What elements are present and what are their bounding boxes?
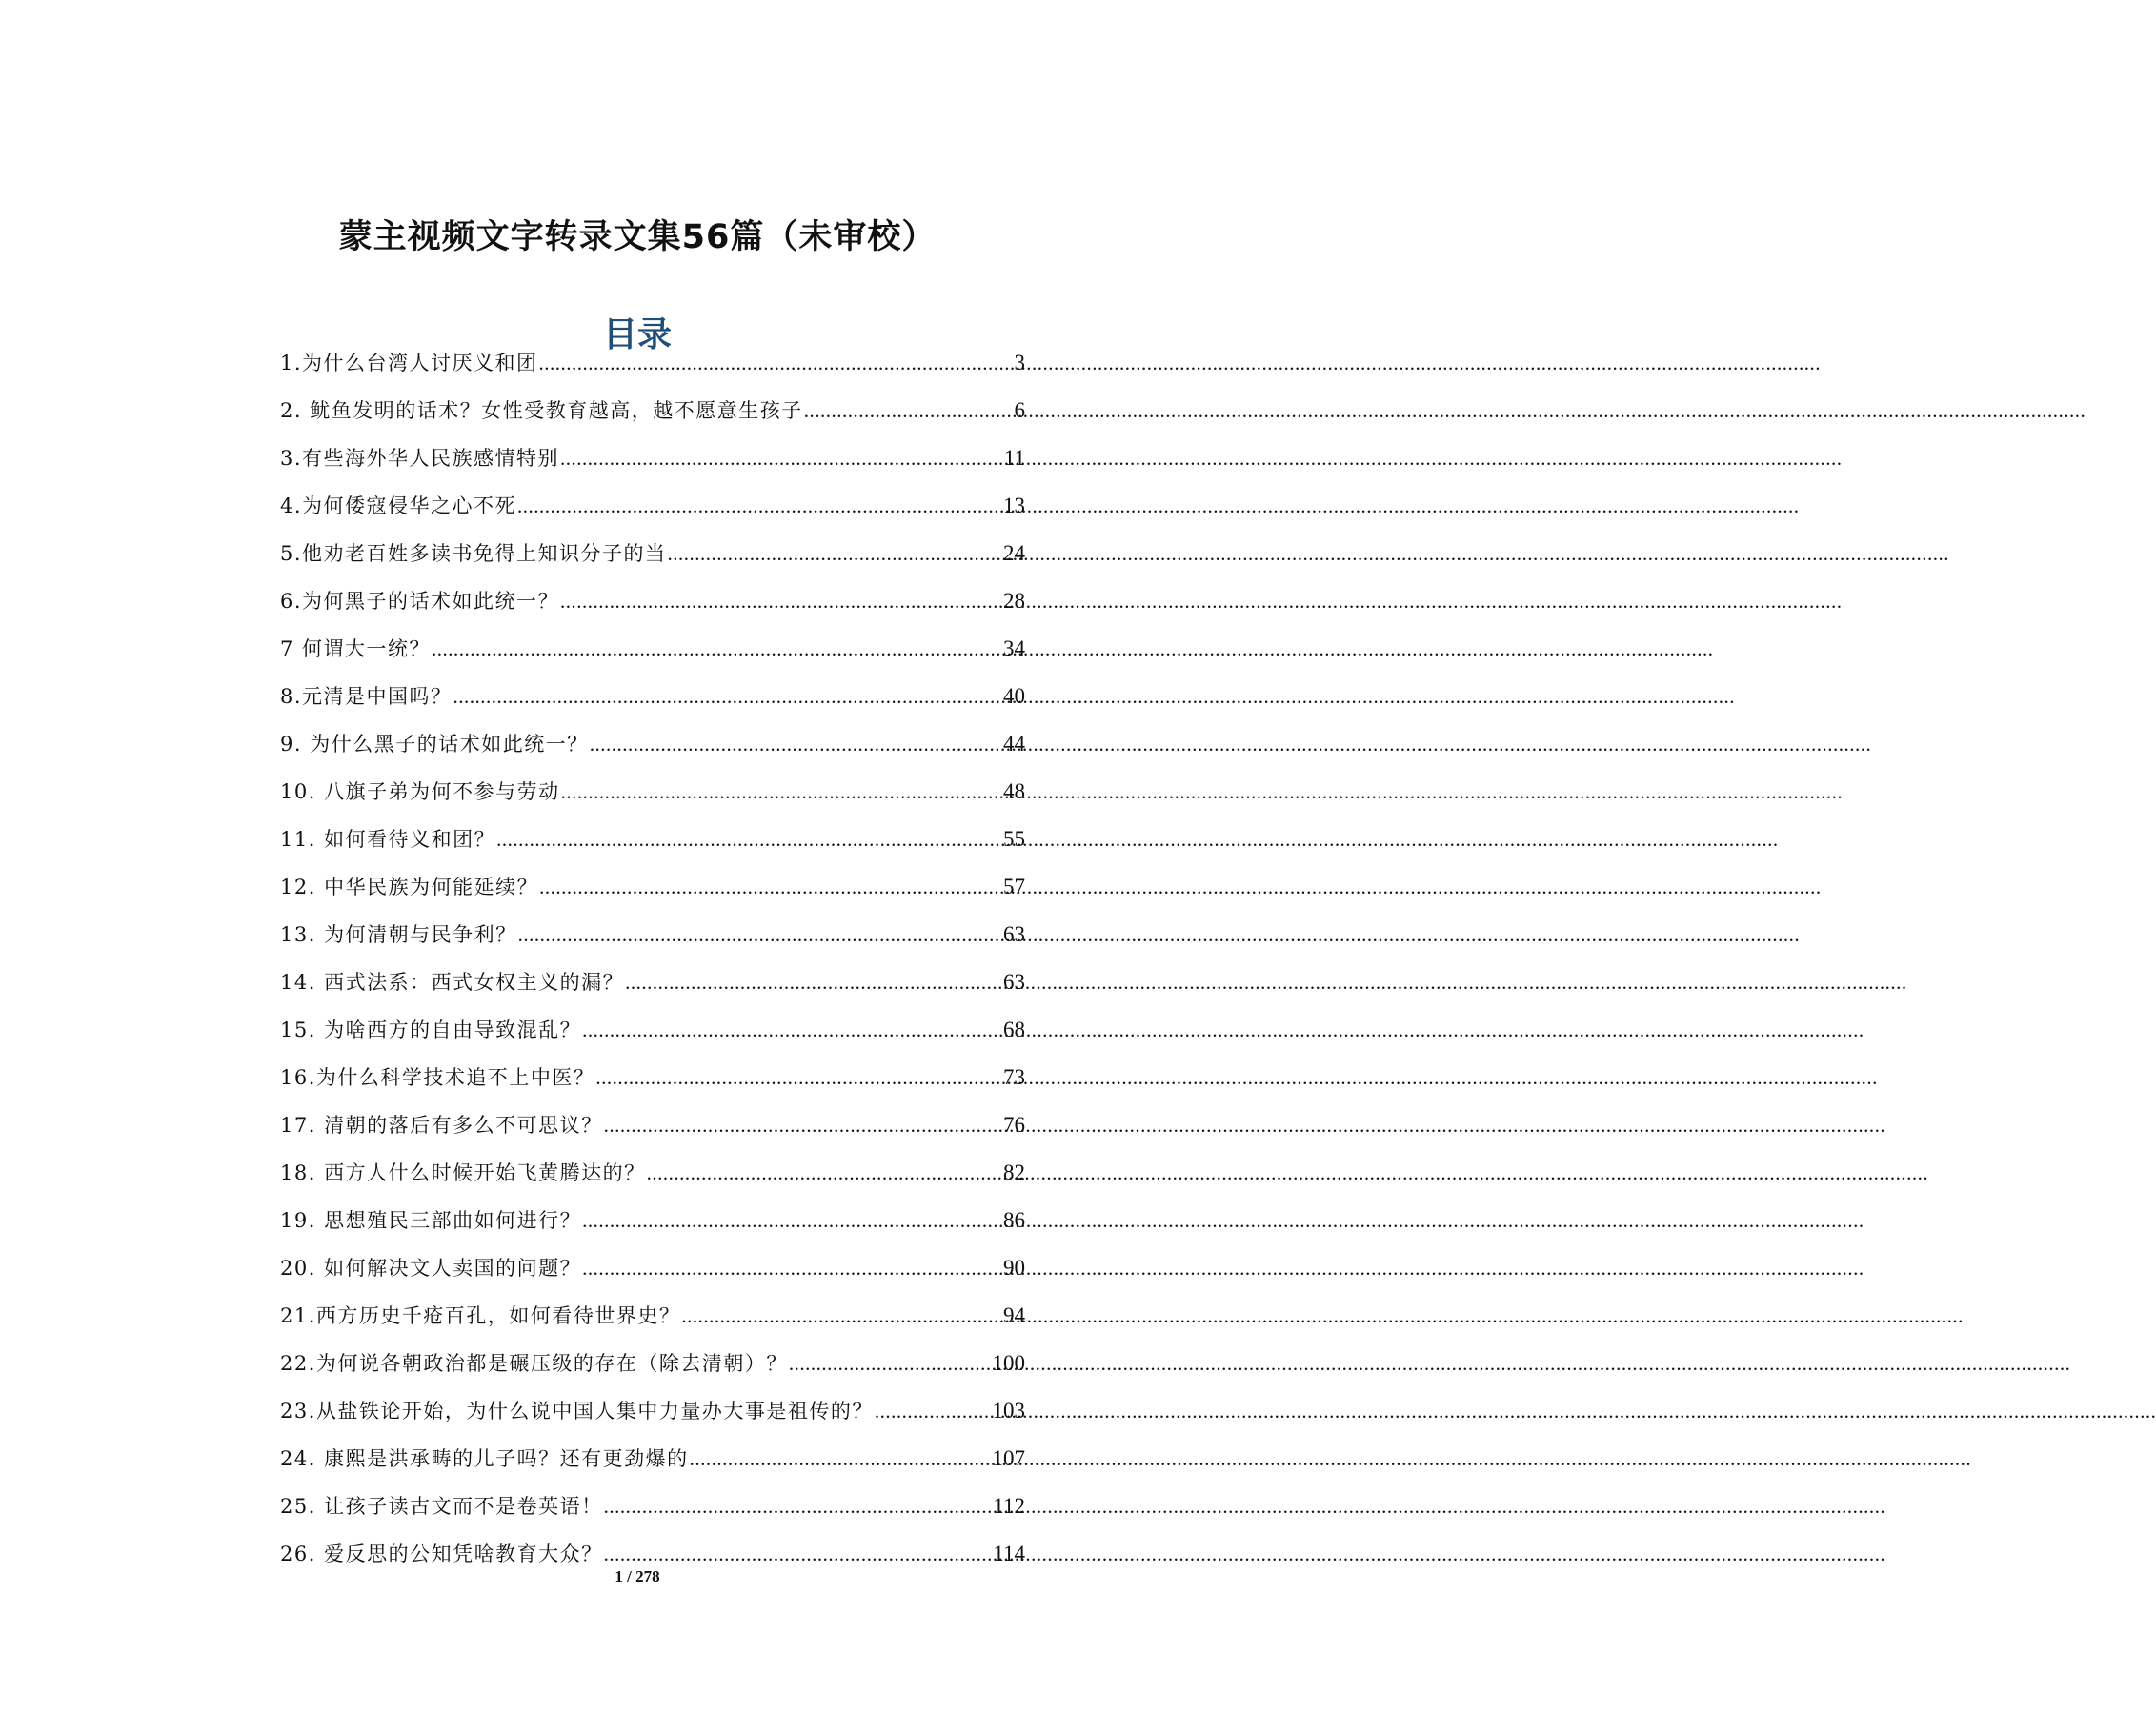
toc-entry-title: 20. 如何解决文人卖国的问题？: [280, 1257, 582, 1280]
toc-entry-title: 13. 为何清朝与民争利？: [280, 923, 517, 946]
toc-entry-page-number: 6: [1014, 398, 1025, 422]
toc-entry-title: 11. 如何看待义和团？: [280, 828, 496, 851]
toc-dot-leader: [804, 387, 1014, 434]
toc-entry-page-number: 107: [992, 1446, 1025, 1470]
toc-entry[interactable]: [280, 1292, 1025, 1340]
toc-entry-page-number: 82: [1003, 1160, 1025, 1184]
toc-dot-leader: [561, 768, 1002, 816]
toc-dot-leader: [582, 1244, 1002, 1292]
toc-dot-leader: [647, 1149, 1002, 1197]
toc-entry[interactable]: [280, 434, 1025, 482]
toc-entry-title: 3.有些海外华人民族感情特别: [280, 447, 560, 470]
toc-entry-title: 19. 思想殖民三部曲如何进行？: [280, 1209, 582, 1232]
toc-entry[interactable]: [280, 482, 1025, 530]
toc-heading: 目录: [602, 314, 672, 354]
toc-entry[interactable]: [280, 863, 1025, 911]
toc-entry[interactable]: [280, 673, 1025, 720]
toc-entry[interactable]: [280, 1197, 1025, 1244]
toc-entry-title: 24. 康熙是洪承畴的儿子吗？还有更劲爆的: [280, 1447, 689, 1470]
toc-entry-title: 6.为何黑子的话术如此统一？: [280, 590, 560, 613]
toc-entry[interactable]: [280, 530, 1025, 577]
toc-entry-title: 8.元清是中国吗？: [280, 685, 453, 708]
toc-entry[interactable]: [280, 1387, 1025, 1435]
toc-dot-leader: [668, 530, 1002, 577]
toc-dot-leader: [539, 339, 1014, 387]
toc-entry-title: 25. 让孩子读古文而不是卷英语！: [280, 1495, 603, 1518]
toc-entry-page-number: 76: [1003, 1113, 1025, 1137]
toc-entry-page-number: 13: [1003, 494, 1025, 517]
toc-entry-page-number: 94: [1003, 1303, 1025, 1327]
toc-entry-title: 18. 西方人什么时候开始飞黄腾达的？: [280, 1161, 646, 1184]
toc-entry-page-number: 114: [993, 1542, 1025, 1565]
toc-dot-leader: [681, 1292, 1002, 1340]
toc-entry[interactable]: [280, 1101, 1025, 1149]
toc-entry-page-number: 68: [1003, 1018, 1025, 1041]
toc-entry-page-number: 90: [1003, 1256, 1025, 1280]
toc-entry[interactable]: [280, 1149, 1025, 1197]
toc-entry-page-number: 100: [992, 1351, 1025, 1375]
toc-entry-title: 17. 清朝的落后有多么不可思议？: [280, 1114, 603, 1137]
toc-dot-leader: [518, 911, 1002, 958]
toc-dot-leader: [604, 1483, 993, 1530]
toc-dot-leader: [560, 577, 1002, 625]
toc-entry-title: 23.从盐铁论开始，为什么说中国人集中力量办大事是祖传的？: [280, 1400, 874, 1422]
toc-entry[interactable]: [280, 625, 1025, 673]
toc-entry[interactable]: [280, 1435, 1025, 1483]
toc-entry[interactable]: [280, 911, 1025, 958]
toc-entry-title: 9. 为什么黑子的话术如此统一？: [280, 733, 589, 756]
document-title: 蒙主视频文字转录文集56篇（未审校）: [338, 218, 937, 257]
toc-dot-leader: [560, 434, 1003, 482]
toc-dot-leader: [496, 816, 1002, 863]
toc-entry-page-number: 44: [1003, 732, 1025, 756]
toc-entry[interactable]: [280, 1054, 1025, 1101]
toc-dot-leader: [604, 1101, 1002, 1149]
toc-entry[interactable]: [280, 816, 1025, 863]
toc-entry[interactable]: [280, 1483, 1025, 1530]
toc-entry-page-number: 40: [1003, 684, 1025, 708]
toc-entry[interactable]: [280, 720, 1025, 768]
toc-entry[interactable]: [280, 339, 1025, 387]
toc-entry[interactable]: [280, 1244, 1025, 1292]
toc-entry-page-number: 73: [1003, 1065, 1025, 1089]
toc-entry[interactable]: [280, 1006, 1025, 1054]
toc-entry-title: 22.为何说各朝政治都是碾压级的存在（除去清朝）？: [280, 1352, 788, 1375]
toc-entry-page-number: 34: [1003, 636, 1025, 660]
toc-entry[interactable]: [280, 768, 1025, 816]
toc-dot-leader: [539, 863, 1002, 911]
toc-dot-leader: [432, 625, 1002, 673]
toc-dot-leader: [582, 1006, 1002, 1054]
table-of-contents: [280, 339, 1025, 1578]
page-indicator: 1 / 278: [615, 1567, 660, 1585]
toc-entry-title: 4.为何倭寇侵华之心不死: [280, 494, 517, 517]
toc-entry-page-number: 55: [1003, 827, 1025, 851]
toc-entry[interactable]: [280, 387, 1025, 434]
toc-dot-leader: [582, 1197, 1002, 1244]
toc-entry-title: 7 何谓大一统？: [280, 637, 432, 660]
toc-dot-leader: [595, 1054, 1002, 1101]
toc-entry-title: 10. 八旗子弟为何不参与劳动: [280, 780, 560, 803]
toc-dot-leader: [789, 1340, 992, 1387]
toc-entry-title: 5.他劝老百姓多读书免得上知识分子的当: [280, 542, 667, 565]
toc-entry-page-number: 28: [1003, 589, 1025, 613]
toc-entry-title: 14. 西式法系：西式女权主义的漏？: [280, 971, 625, 994]
toc-entry[interactable]: [280, 958, 1025, 1006]
toc-entry-title: 15. 为啥西方的自由导致混乱？: [280, 1019, 582, 1041]
toc-entry-page-number: 86: [1003, 1208, 1025, 1232]
toc-entry-title: 21.西方历史千疮百孔，如何看待世界史？: [280, 1304, 681, 1327]
toc-entry-page-number: 57: [1003, 875, 1025, 898]
toc-dot-leader: [625, 958, 1002, 1006]
toc-entry-page-number: 63: [1003, 970, 1025, 994]
toc-entry-page-number: 11: [1003, 446, 1025, 470]
toc-entry-title: 2. 鱿鱼发明的话术？女性受教育越高，越不愿意生孩子: [280, 399, 803, 422]
toc-entry-title: 12. 中华民族为何能延续？: [280, 876, 539, 898]
toc-entry-page-number: 48: [1003, 779, 1025, 803]
toc-dot-leader: [590, 720, 1002, 768]
toc-entry-page-number: 112: [993, 1494, 1025, 1518]
toc-dot-leader: [453, 673, 1002, 720]
toc-entry-title: 26. 爱反思的公知凭啥教育大众？: [280, 1543, 603, 1565]
toc-entry-page-number: 63: [1003, 922, 1025, 946]
toc-dot-leader: [875, 1387, 992, 1435]
toc-dot-leader: [690, 1435, 992, 1483]
toc-entry-title: 16.为什么科学技术追不上中医？: [280, 1066, 595, 1089]
toc-entry-title: 1.为什么台湾人讨厌义和团: [280, 352, 538, 374]
toc-entry-page-number: 24: [1003, 541, 1025, 565]
toc-dot-leader: [517, 482, 1002, 530]
toc-entry-page-number: 103: [992, 1399, 1025, 1422]
toc-entry[interactable]: [280, 1340, 1025, 1387]
toc-entry-page-number: 3: [1014, 351, 1025, 374]
toc-entry[interactable]: [280, 577, 1025, 625]
